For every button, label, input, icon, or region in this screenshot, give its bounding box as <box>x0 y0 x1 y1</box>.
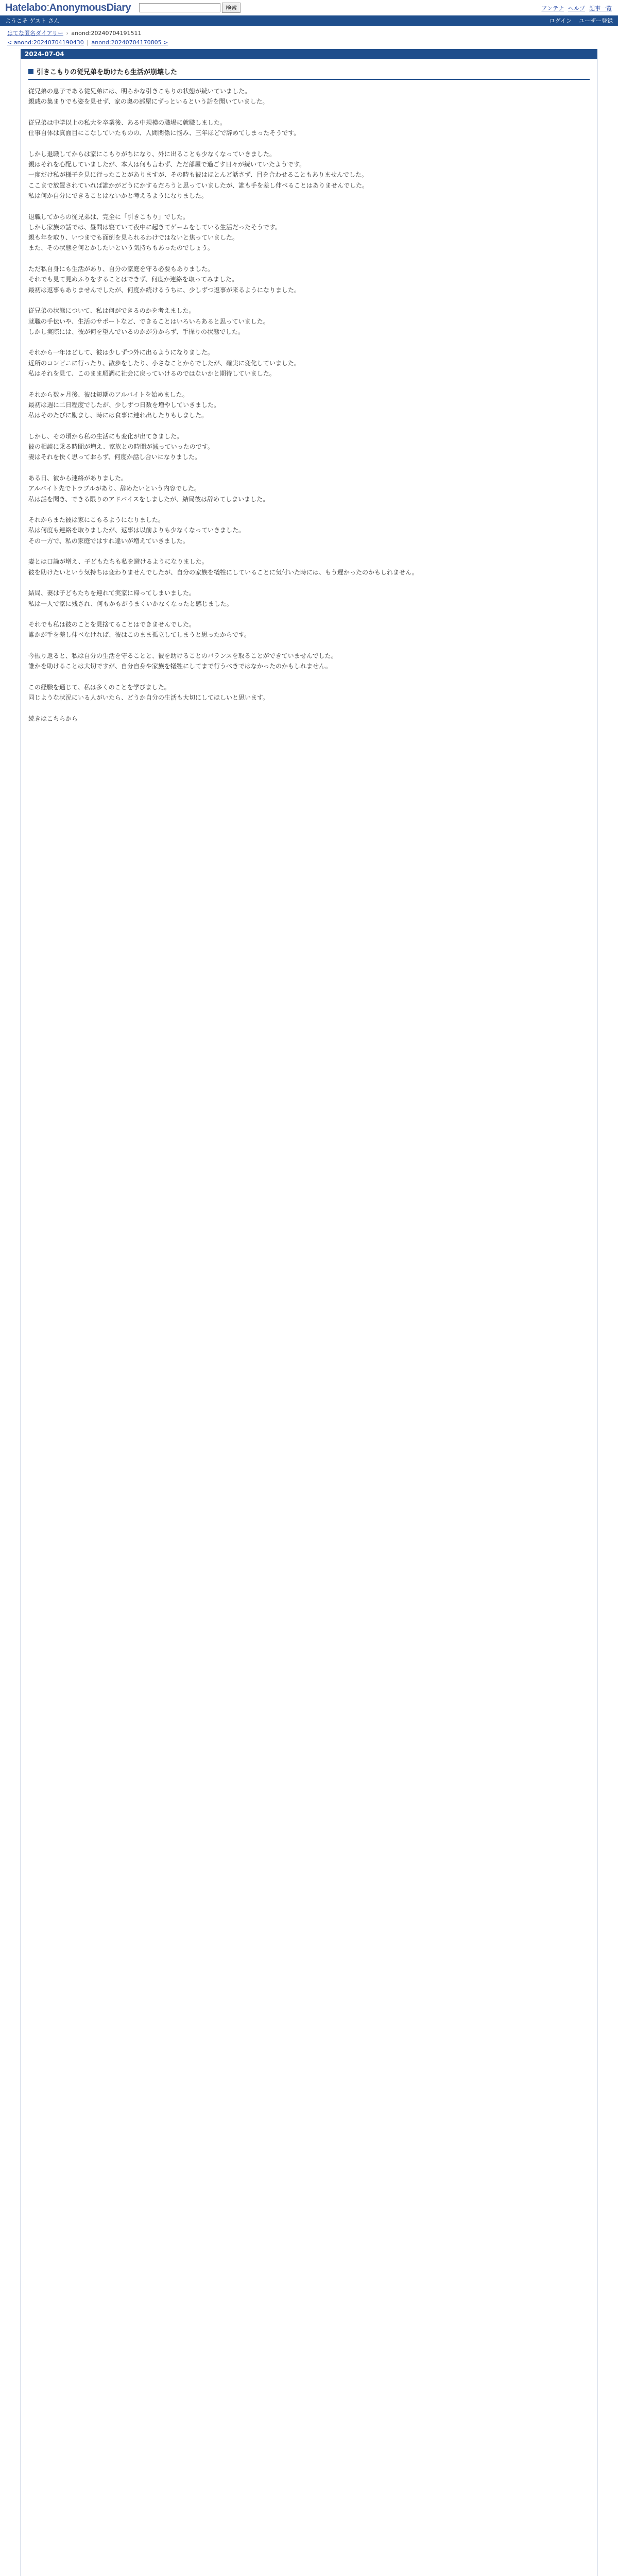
body-line: 誰かが手を差し伸べなければ、彼はこのまま孤立してしまうと思ったからです。 <box>28 631 250 639</box>
paragraph-gap <box>28 504 590 515</box>
help-link[interactable]: ヘルプ <box>568 5 585 12</box>
paragraph-gap <box>28 201 590 211</box>
body-line: 最初は返事もありませんでしたが、何度か続けるうちに、少しずつ返事が来るようになりました。 <box>28 286 301 294</box>
paragraph-gap <box>28 546 590 556</box>
square-icon <box>28 69 33 74</box>
body-line: 彼を助けたいという気持ちは変わりませんでしたが、自分の家族を犠牲にしていることに気付いた時には、もう遅かったのかもしれません。 <box>28 568 418 576</box>
paragraph-gap <box>28 703 590 714</box>
body-line: 私はそれを見て、このまま順調に社会に戻っていけるのではないかと期待していました。 <box>28 370 276 378</box>
body-line: 最初は週に二日程度でしたが、少しずつ日数を増やしていきました。 <box>28 401 220 409</box>
paragraph-gap <box>28 463 590 473</box>
breadcrumb-home[interactable]: はてな匿名ダイアリー <box>7 30 64 37</box>
paragraph-gap <box>28 609 590 619</box>
entry-list-link[interactable]: 記事一覧 <box>589 5 612 12</box>
body-line: 仕事自体は真面目にこなしていたものの、人間関係に悩み、三年ほどで辞めてしまったそうです。 <box>28 129 300 137</box>
body-line: 結局、妻は子どもたちを連れて実家に帰ってしまいました。 <box>28 589 196 597</box>
body-line: 親も年を取り、いつまでも面倒を見られるわけではないと焦っていました。 <box>28 234 239 242</box>
user-bar <box>0 15 618 26</box>
breadcrumb-current: anond:20240704191511 <box>71 30 142 37</box>
body-line: 従兄弟の状態について、私は何ができるのかを考えました。 <box>28 307 195 315</box>
welcome-text: ようこそ ゲスト さん <box>5 18 60 24</box>
body-line: 就職の手伝いや、生活のサポートなど、できることはいろいろあると思っていました。 <box>28 317 269 325</box>
antenna-link[interactable]: アンテナ <box>541 5 564 12</box>
body-line: 妻はそれを快く思っておらず、何度か話し合いになりました。 <box>28 453 201 461</box>
body-line: この経験を通じて、私は多くのことを学びました。 <box>28 683 170 691</box>
login-link[interactable]: ログイン <box>549 18 572 24</box>
entry-title <box>28 63 590 80</box>
search-form <box>139 3 241 13</box>
body-line: それから数ヶ月後、彼は短期のアルバイトを始めました。 <box>28 391 188 398</box>
body-line: 親はそれを心配していましたが、本人は何も言わず、ただ部屋で過ごす日々が続いていたようです。 <box>28 161 306 168</box>
top-links <box>541 4 612 12</box>
body-line: 同じような状況にいる人がいたら、どうか自分の生活も大切にしてほしいと思います。 <box>28 694 269 702</box>
body-line: アルバイト先でトラブルがあり、辞めたいという内容でした。 <box>28 485 200 493</box>
paragraph-gap <box>28 640 590 651</box>
body-line: しかし退職してからは家にこもりがちになり、外に出ることも少なくなっていきました。 <box>28 150 276 158</box>
breadcrumb: はてな匿名ダイアリー › anond:20240704191511 < anond:20240704190430 | anond:20240704170805 > <box>7 30 168 46</box>
paragraph-gap <box>28 337 590 347</box>
search-button[interactable]: 検索 <box>222 3 241 13</box>
body-line: ここまで放置されていれば誰かがどうにかするだろうと思っていましたが、誰も手を差し伸べることはありませんでした。 <box>28 181 369 189</box>
body-line: その一方で、私の家庭ではすれ違いが増えていきました。 <box>28 537 189 545</box>
body-line: それでも私は彼のことを見捨てることはできませんでした。 <box>28 621 196 629</box>
body-line: 妻とは口論が増え、子どもたちも私を避けるようになりました。 <box>28 558 208 566</box>
entry <box>21 59 597 2576</box>
body-line: 一度だけ私が様子を見に行ったことがありますが、その時も彼はほとんど話さず、目を合わせることもありませんでした。 <box>28 171 368 179</box>
paragraph-gap <box>28 107 590 117</box>
site-logo[interactable]: Hatelabo:AnonymousDiary <box>5 2 131 13</box>
paragraph-gap <box>28 295 590 306</box>
next-entry-link[interactable]: anond:20240704170805 > <box>91 39 168 46</box>
paragraph-gap <box>28 578 590 588</box>
body-line: 彼の相談に乗る時間が増え、家族との時間が減っていったのです。 <box>28 443 214 451</box>
body-line: また、その状態を何とかしたいという気持ちもあったのでしょう。 <box>28 244 214 252</box>
paragraph-gap <box>28 421 590 431</box>
body-line: 親戚の集まりでも姿を見せず、家の奥の部屋にずっといるという話を聞いていました。 <box>28 98 269 106</box>
prev-entry-link[interactable]: < anond:20240704190430 <box>7 39 84 46</box>
body-line: しかし実際には、彼が何を望んでいるのかが分からず、手探りの状態でした。 <box>28 328 245 335</box>
entry-date: 2024-07-04 <box>21 49 597 59</box>
main <box>21 49 597 2576</box>
body-line: それから一年ほどして、彼は少しずつ外に出るようになりました。 <box>28 349 214 357</box>
entry-body <box>28 86 590 2576</box>
search-input[interactable] <box>139 3 220 12</box>
paragraph-gap <box>28 379 590 389</box>
body-line: 誰かを助けることは大切ですが、自分自身や家族を犠牲にしてまで行うべきではなかったのかもしれません。 <box>28 663 332 670</box>
body-line: 今振り返ると、私は自分の生活を守ることと、彼を助けることのバランスを取ることができていませんでした。 <box>28 652 337 660</box>
body-line: しかし家族の話では、昼間は寝ていて夜中に起きてゲームをしている生活だったそうです。 <box>28 223 282 231</box>
header <box>0 0 618 15</box>
body-line: 続きはこちらから <box>28 715 78 722</box>
body-line: 退職してからの従兄弟は、完全に「引きこもり」でした。 <box>28 213 190 221</box>
paragraph-gap <box>28 253 590 264</box>
entry-title-link[interactable]: 引きこもりの従兄弟を助けたら生活が崩壊した <box>37 69 178 76</box>
body-line: それでも見て見ぬふりをすることはできず、何度か連絡を取ってみました。 <box>28 276 238 283</box>
body-line: 従兄弟の息子である従兄弟には、明らかな引きこもりの状態が続いていました。 <box>28 88 251 95</box>
paragraph-gap <box>28 138 590 148</box>
body-line: ある日、彼から連絡がありました。 <box>28 474 128 482</box>
body-line: 私は話を聞き、できる限りのアドバイスをしましたが、結局彼は辞めてしまいました。 <box>28 495 269 503</box>
body-line: それからまた彼は家にこもるようになりました。 <box>28 516 165 524</box>
body-line: 私は何度も連絡を取りましたが、返事は以前よりも少なくなっていきました。 <box>28 527 245 534</box>
body-line: 従兄弟は中学以上の私大を卒業後、ある中規模の職場に就職しました。 <box>28 118 227 126</box>
register-link[interactable]: ユーザー登録 <box>579 18 613 24</box>
body-line: ただ私自身にも生活があり、自分の家庭を守る必要もありました。 <box>28 265 214 273</box>
body-line: 私は何か自分にできることはないかと考えるようになりました。 <box>28 192 208 199</box>
paragraph-gap <box>28 672 590 682</box>
body-line: 私はそのたびに励まし、時には食事に連れ出したりもしました。 <box>28 412 208 419</box>
body-line: しかし、その頃から私の生活にも変化が出てきました。 <box>28 432 183 440</box>
body-line: 近所のコンビニに行ったり、散歩をしたり、小さなことからでしたが、確実に変化していました。 <box>28 359 300 367</box>
body-line: 私は一人で家に残され、何もかもがうまくいかなくなったと感じました。 <box>28 600 233 607</box>
